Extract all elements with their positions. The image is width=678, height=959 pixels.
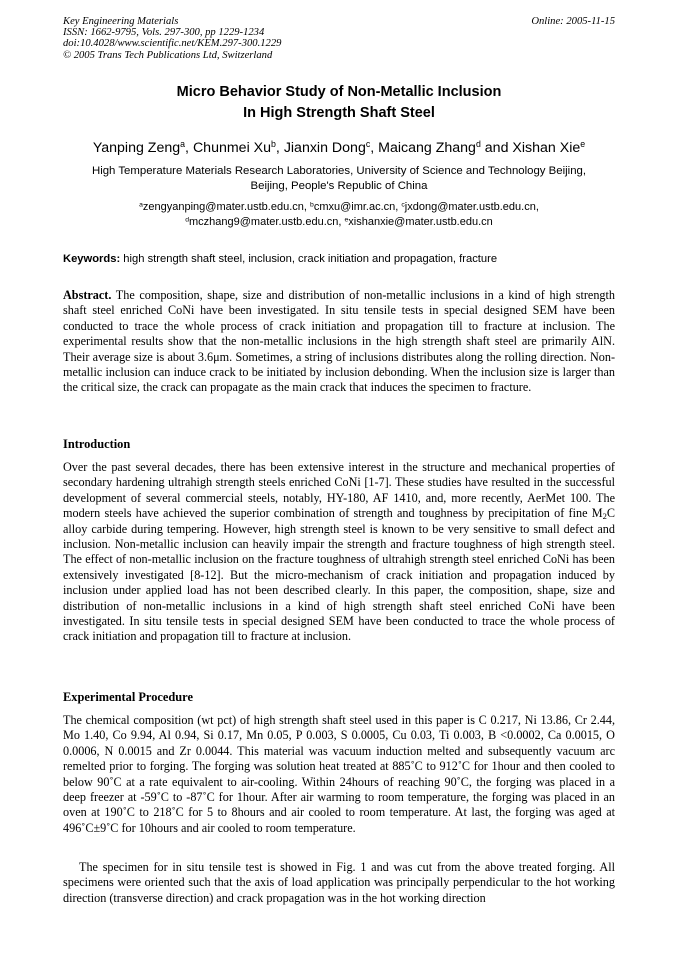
email-b[interactable]: cmxu@imr.ac.cn,	[313, 201, 399, 213]
email-d[interactable]: mczhang9@mater.ustb.edu.cn,	[189, 216, 342, 228]
experimental-paragraph-2: The specimen for in situ tensile test is showed in Fig. 1 and was cut from the above treated forging. All specimens were oriented such that the axis of load application was principally perpendicular to the hot working direction (transverse direction) and crack propagation was in the hot working direction	[63, 860, 615, 905]
intro-subscript: 2	[602, 511, 607, 522]
author-name: Jianxin Dong	[283, 140, 366, 156]
introduction-heading: Introduction	[63, 437, 131, 451]
title-line-1: Micro Behavior Study of Non-Metallic Inclusion	[176, 84, 502, 100]
author-separator: and	[480, 140, 513, 156]
abstract-label: Abstract.	[63, 288, 112, 302]
intro-text-part-1: Over the past several decades, there has been extensive interest in the structure and mechanical properties of secondary hardening ultrahigh strength steels enriched CoNi [1-7]. These studies have resulted in the successful development of several commercial steels, notably, HY-180, AF 1410, and, more recently, AerMet 100. The modern steels have achieved the superior combination of strength and toughness by precipitation of fine M	[63, 460, 615, 521]
author-mark: d	[475, 139, 481, 150]
keywords-line	[63, 252, 615, 267]
author-mark: e	[580, 139, 586, 150]
doi-line: doi:10.4028/www.scientific.net/KEM.297-300.1229	[63, 38, 282, 50]
affiliation-line-2: Beijing, People's Republic of China	[250, 180, 428, 192]
abstract-paragraph	[63, 288, 615, 396]
author-mark: b	[271, 139, 276, 150]
author-name: Xishan Xie	[512, 140, 581, 156]
email-a[interactable]: zengyanping@mater.ustb.edu.cn,	[142, 201, 307, 213]
author-name: Chunmei Xu	[192, 140, 272, 156]
author-mark: c	[365, 139, 371, 150]
author-separator: ,	[370, 140, 379, 156]
author-name: Yanping Zeng	[92, 140, 181, 156]
issn-line: ISSN: 1662-9795, Vols. 297-300, pp 1229-1234	[63, 27, 265, 39]
email-mark-d: d	[185, 216, 190, 224]
online-date: Online: 2005-11-15	[531, 16, 615, 27]
experimental-paragraph-1: The chemical composition (wt pct) of high strength shaft steel used in this paper is C 0.217, Ni 13.86, Cr 2.44, Mo 1.40, Co 9.94, Al 0.94, Si 0.17, Mn 0.05, P 0.003, S 0.0005, Cu 0.03, Ti 0.003, B <0.0002, Ca 0.0015, O 0.0006, N 0.0015 and Zr 0.0044. This material was vacuum induction melted and subsequently vacuum arc remelted prior to forging. The forging was solution heat treated at 885˚C to 912˚C for 1hour and then cooled to below 90˚C at a rate equivalent to air-cooling. Within 24hours of reaching 90˚C, the forging was placed in a deep freezer at -59˚C to -87˚C for 1hour. After air warming to room temperature, the forging was placed in an oven at 190˚C to 218˚C for 5 to 8hours and air cooled to room temperature. At last, the forging was aged at 496˚C±9˚C for 10hours and air cooled to room temperature.	[63, 713, 615, 835]
abstract-text: The composition, shape, size and distribution of non-metallic inclusions in a kind of high strength shaft steel enriched CoNi have been investigated. In situ tensile tests in special designed SEM have been conducted to trace the whole process of crack initiation and propagation till to fracture at inclusion. The experimental results show that the non-metallic inclusions in the high strength shaft steel are primarily AlN. Their average size is about 3.6μm. Sometimes, a string of inclusions distributes along the rolling direction. Non-metallic inclusion can induce crack to be initiated by inclusion debonding. When the inclusion size is larger than the critical size, the crack can propagate as the main crack that induces the specimen to fracture.	[63, 288, 615, 395]
email-mark-a: a	[139, 201, 143, 209]
email-mark-c: c	[401, 201, 405, 209]
keywords-text: high strength shaft steel, inclusion, crack initiation and propagation, fracture	[120, 253, 498, 265]
author-name: Maicang Zhang	[378, 140, 476, 156]
journal-name: Key Engineering Materials	[63, 16, 179, 27]
author-separator: ,	[185, 140, 193, 156]
author-separator: ,	[275, 140, 284, 156]
copyright-line: © 2005 Trans Tech Publications Ltd, Switzerland	[63, 49, 273, 61]
email-e[interactable]: xishanxie@mater.ustb.edu.cn	[348, 216, 493, 228]
affiliation-line-1: High Temperature Materials Research Laboratories, University of Science and Technology Beijing,	[91, 165, 587, 177]
affiliation	[63, 164, 615, 194]
introduction-paragraph	[63, 460, 615, 645]
email-mark-e: e	[344, 216, 349, 224]
keywords-label: Keywords:	[63, 253, 121, 265]
author-emails	[63, 200, 615, 230]
email-c[interactable]: jxdong@mater.ustb.edu.cn,	[404, 201, 539, 213]
author-list	[63, 138, 615, 158]
journal-header	[63, 16, 615, 61]
title-line-2: In High Strength Shaft Steel	[243, 105, 435, 121]
author-mark: a	[180, 139, 186, 150]
paper-title	[63, 82, 615, 124]
intro-text-part-2: C alloy carbide during tempering. However, high strength steel is known to be very sensitive to small defect and inclusion. Non-metallic inclusion can heavily impair the strength and fracture toughness of high strength steel. The effect of non-metallic inclusion on the fracture toughness of ultrahigh strength steel enriched CoNi has been extensively investigated [8-12]. But the micro-mechanism of crack initiation and propagation induced by inclusion under applied load has not been described clearly. In this paper, the composition, shape, size and distribution of non-metallic inclusions in a kind of high strength shaft steel enriched CoNi have been investigated. In situ tensile tests in special designed SEM have been conducted to trace the whole process of crack initiation and propagation till to fracture at inclusion.	[63, 506, 615, 644]
email-mark-b: b	[310, 201, 314, 209]
experimental-heading: Experimental Procedure	[63, 690, 193, 704]
